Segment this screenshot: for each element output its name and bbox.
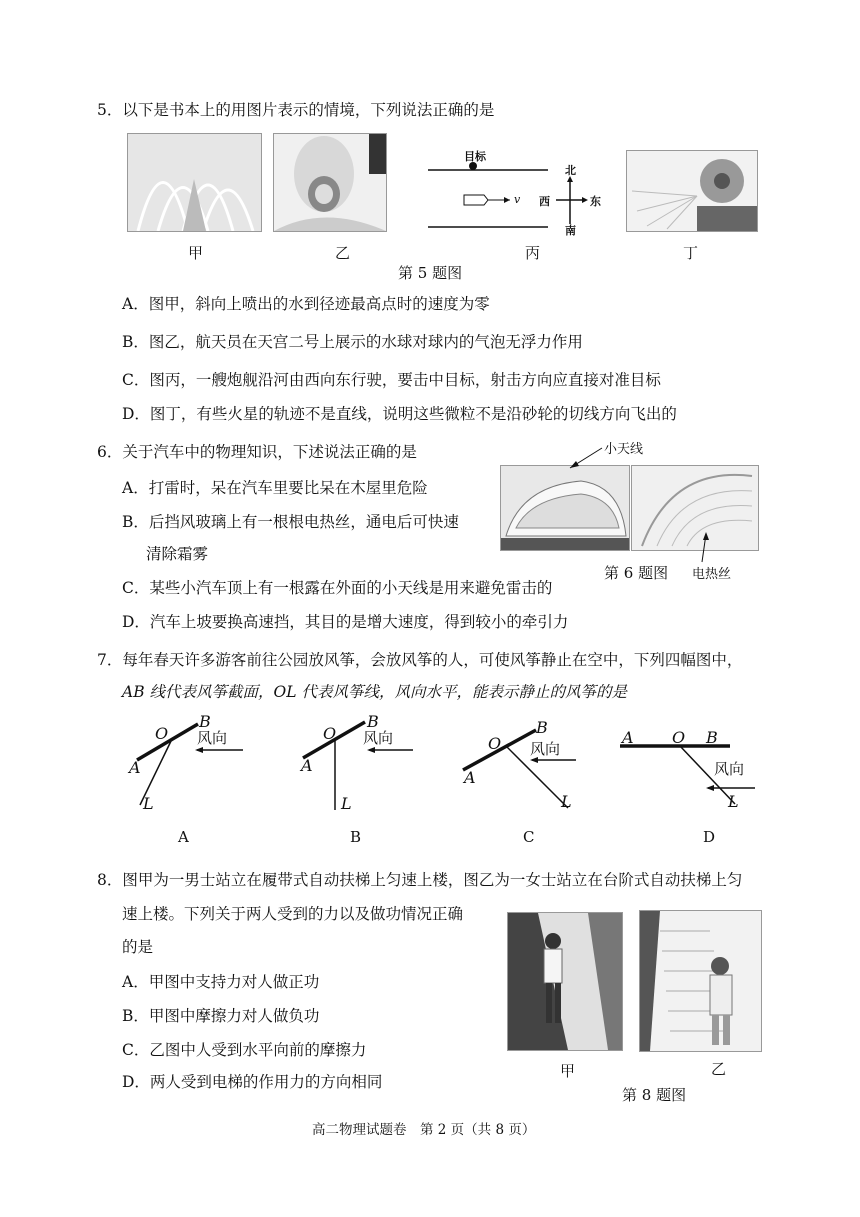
q7-label-c: C bbox=[523, 828, 535, 846]
q8-photo-yi bbox=[639, 910, 762, 1052]
q5-option-b: B．图乙，航天员在天宫二号上展示的水球对球内的气泡无浮力作用 bbox=[122, 333, 583, 351]
q7-a-point-b: B bbox=[199, 712, 211, 731]
q5-label-bing: 丙 bbox=[525, 244, 541, 262]
q5-caption: 第 5 题图 bbox=[398, 264, 463, 282]
q5-stem: 5．以下是书本上的用图片表示的情境，下列说法正确的是 bbox=[97, 101, 495, 119]
q5-diagram-bing bbox=[428, 142, 613, 237]
q6-wire-label: 电热丝 bbox=[692, 567, 732, 582]
q8-option-b: B．甲图中摩擦力对人做负功 bbox=[122, 1007, 320, 1025]
q7-b-point-l: L bbox=[341, 794, 352, 813]
q5-east-label: 东 bbox=[590, 195, 601, 208]
q7-b-point-a: A bbox=[301, 756, 313, 775]
q7-b-point-b: B bbox=[367, 712, 379, 731]
q5-option-c: C．图丙，一艘炮舰沿河由西向东行驶，要击中目标，射击方向应直接对准目标 bbox=[122, 371, 661, 389]
q7-label-a: A bbox=[178, 828, 189, 846]
q6-option-b: B．后挡风玻璃上有一根根电热丝，通电后可快速 bbox=[122, 513, 459, 531]
q8-caption: 第 8 题图 bbox=[622, 1086, 687, 1104]
q6-option-c: C．某些小汽车顶上有一根露在外面的小天线是用来避免雷击的 bbox=[122, 579, 553, 597]
q5-photo-jia bbox=[127, 133, 262, 232]
q6-antenna-label: 小天线 bbox=[604, 442, 644, 457]
q6-option-a: A．打雷时，呆在汽车里要比呆在木屋里危险 bbox=[122, 479, 428, 497]
q8-stem-line2: 速上楼。下列关于两人受到的力以及做功情况正确 bbox=[122, 905, 464, 923]
q7-a-wind-label: 风向 bbox=[197, 729, 228, 747]
q5-south-label: 南 bbox=[565, 224, 576, 237]
q7-stem-line1: 7．每年春天许多游客前往公园放风筝，会放风筝的人，可使风筝静止在空中，下列四幅图中， bbox=[97, 651, 743, 669]
q7-d-point-o: O bbox=[672, 728, 686, 747]
q7-kite-diagram-a bbox=[125, 712, 255, 812]
q8-photo-jia bbox=[507, 912, 623, 1051]
q7-a-point-a: A bbox=[129, 758, 141, 777]
q7-c-point-o: O bbox=[488, 734, 502, 753]
q7-label-b: B bbox=[350, 828, 362, 846]
q5-photo-ding bbox=[626, 150, 758, 232]
q5-label-yi: 乙 bbox=[335, 244, 351, 262]
q8-stem-line1: 8．图甲为一男士站立在履带式自动扶梯上匀速上楼，图乙为一女士站立在台阶式自动扶梯上匀 bbox=[97, 871, 743, 889]
q8-stem-line3: 的是 bbox=[122, 938, 154, 956]
q5-photo-yi bbox=[273, 133, 387, 232]
q7-stem-line2: AB 线代表风筝截面，OL 代表风筝线，风向水平，能表示静止的风筝的是 bbox=[122, 683, 627, 701]
q8-option-d: D．两人受到电梯的作用力的方向相同 bbox=[122, 1073, 383, 1091]
q7-c-wind-label: 风向 bbox=[530, 740, 561, 758]
page-footer: 高二物理试题卷 第 2 页（共 8 页） bbox=[312, 1122, 536, 1138]
q6-stem: 6．关于汽车中的物理知识，下述说法正确的是 bbox=[97, 443, 417, 461]
q7-c-point-l: L bbox=[561, 792, 572, 811]
q8-label-jia: 甲 bbox=[560, 1062, 576, 1080]
q7-kite-diagram-b bbox=[295, 712, 425, 812]
q7-c-point-b: B bbox=[536, 718, 548, 737]
q5-west-label: 西 bbox=[539, 195, 550, 208]
q5-velocity-label: v bbox=[514, 193, 521, 206]
q5-label-ding: 丁 bbox=[683, 244, 699, 262]
q6-option-b-cont: 清除霜雾 bbox=[146, 545, 209, 563]
q6-caption: 第 6 题图 bbox=[604, 564, 669, 582]
q7-b-wind-label: 风向 bbox=[363, 729, 394, 747]
q7-c-point-a: A bbox=[464, 768, 476, 787]
q7-b-point-o: O bbox=[323, 724, 337, 743]
q7-d-point-a: A bbox=[622, 728, 634, 747]
q7-a-point-l: L bbox=[143, 794, 154, 813]
q5-north-label: 北 bbox=[565, 164, 576, 177]
q7-a-point-o: O bbox=[155, 724, 169, 743]
q7-d-point-b: B bbox=[706, 728, 718, 747]
q6-option-d: D．汽车上坡要换高速挡，其目的是增大速度，得到较小的牵引力 bbox=[122, 613, 569, 631]
q5-target-label: 目标 bbox=[464, 150, 486, 163]
q7-d-point-l: L bbox=[728, 792, 739, 811]
q5-option-d: D．图丁，有些火星的轨迹不是直线，说明这些微粒不是沿砂轮的切线方向飞出的 bbox=[122, 405, 677, 423]
q8-option-c: C．乙图中人受到水平向前的摩擦力 bbox=[122, 1041, 367, 1059]
q5-option-a: A．图甲，斜向上喷出的水到径迹最高点时的速度为零 bbox=[122, 295, 490, 313]
q8-label-yi: 乙 bbox=[711, 1060, 727, 1078]
q7-kite-diagram-d bbox=[620, 728, 760, 818]
q7-label-d: D bbox=[703, 828, 716, 846]
q7-d-wind-label: 风向 bbox=[714, 760, 745, 778]
q5-label-jia: 甲 bbox=[188, 244, 204, 262]
q7-kite-diagram-c bbox=[458, 712, 598, 812]
q8-option-a: A．甲图中支持力对人做正功 bbox=[122, 973, 320, 991]
